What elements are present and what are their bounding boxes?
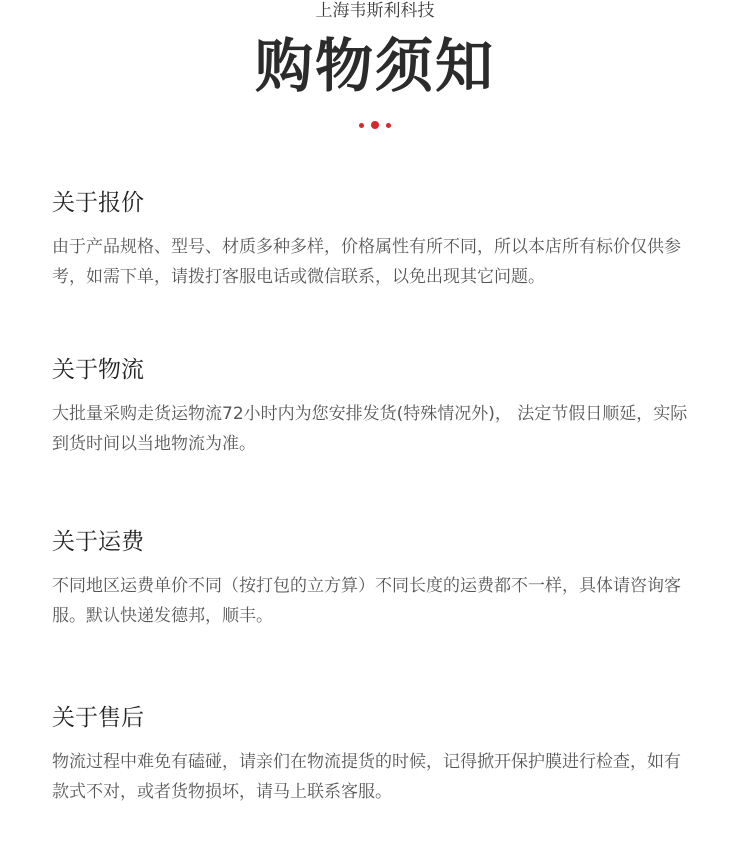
section-logistics bbox=[52, 355, 692, 459]
section-logistics-title: 关于物流 bbox=[52, 357, 144, 383]
decoration-dot-center bbox=[371, 121, 379, 129]
company-name: 上海韦斯利科技 bbox=[315, 1, 435, 21]
section-shipping-fee-title: 关于运费 bbox=[52, 529, 144, 555]
section-after-sales-title: 关于售后 bbox=[52, 705, 144, 731]
section-shipping-fee bbox=[52, 527, 692, 631]
decoration-dot-right bbox=[386, 123, 391, 128]
section-shipping-fee-body: 不同地区运费单价不同（按打包的立方算）不同长度的运费都不一样，具体请咨询客服。默认快递发德邦，顺丰。 bbox=[52, 576, 681, 626]
title-decoration bbox=[0, 120, 750, 130]
section-after-sales-body: 物流过程中难免有磕碰，请亲们在物流提货的时候，记得掀开保护膜进行检查，如有款式不对，或者货物损坏，请马上联系客服。 bbox=[52, 752, 681, 802]
section-quote-title: 关于报价 bbox=[52, 190, 144, 216]
decoration-dot-left bbox=[359, 123, 364, 128]
section-logistics-body: 大批量采购走货运物流72小时内为您安排发货(特殊情况外)， 法定节假日顺延，实际到货时间以当地物流为准。 bbox=[52, 404, 688, 454]
section-after-sales bbox=[52, 703, 692, 807]
section-quote bbox=[52, 188, 692, 292]
section-quote-body: 由于产品规格、型号、材质多种多样，价格属性有所不同，所以本店所有标价仅供参考，如需下单，请拨打客服电话或微信联系，以免出现其它问题。 bbox=[52, 237, 681, 287]
page-title: 购物须知 bbox=[254, 32, 495, 100]
